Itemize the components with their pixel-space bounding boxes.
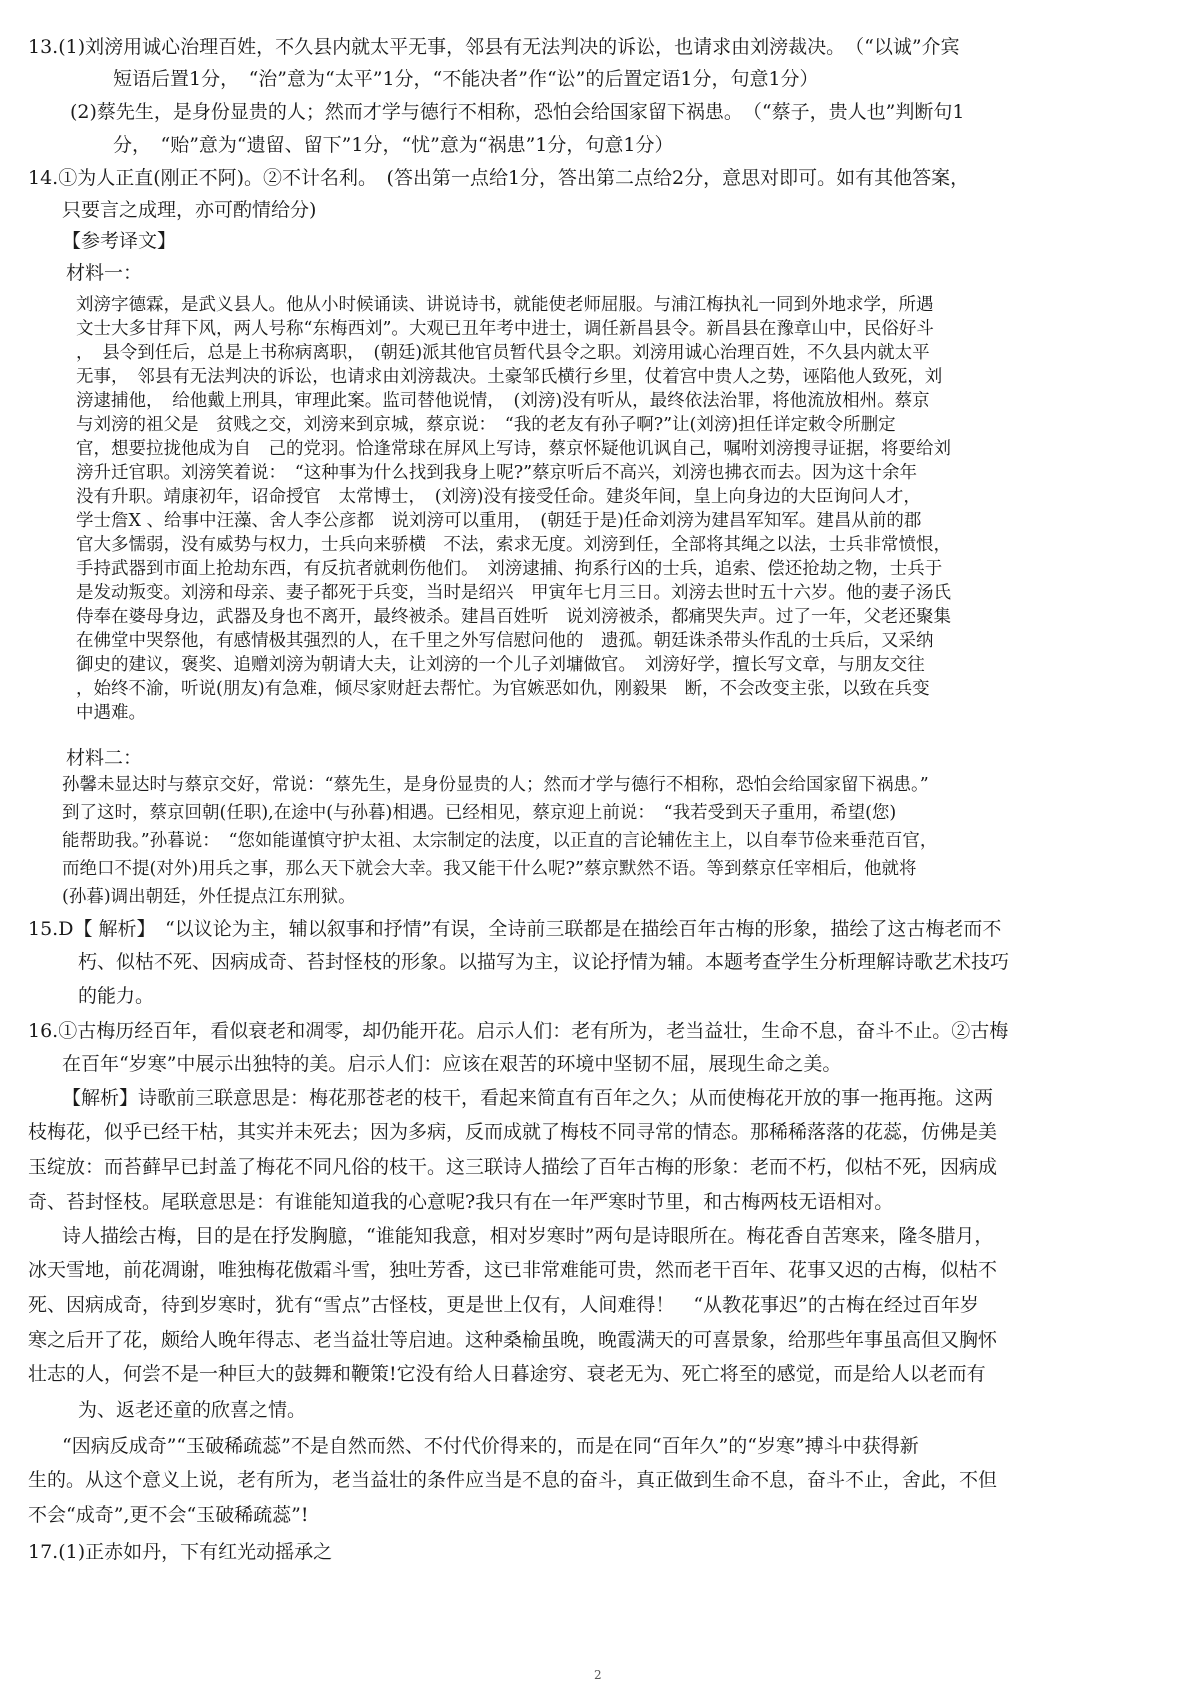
- material-1-line: 与刘滂的祖父是 贫贱之交，刘滂来到京城，蔡京说： “我的老友有孙子啊?”让(刘滂)担任详定敕令所删定: [76, 415, 896, 435]
- q16-analysis-line: 寒之后开了花，颇给人晚年得志、老当益壮等启迪。这种桑榆虽晚，晚霞满天的可喜景象，给那些年事虽高但又胸怀: [28, 1329, 998, 1351]
- material-1-line: 没有升职。靖康初年，诏命授官 太常博士， (刘滂)没有接受任命。建炎年间，皇上向身边的大臣询问人才，: [76, 487, 921, 507]
- material-2-line: 孙馨未显达时与蔡京交好，常说：“蔡先生，是身份显贵的人；然而才学与德行不相称，恐怕会给国家留下祸患。”: [62, 775, 929, 795]
- material-2-line: 到了这时，蔡京回朝(任职),在途中(与孙暮)相遇。已经相见，蔡京迎上前说： “我若受到天子重用，希望(您): [62, 803, 897, 823]
- q16-analysis-line: 奇、苔封怪枝。尾联意思是：有谁能知道我的心意呢?我只有在一年严寒时节里，和古梅两枝无语相对。: [28, 1191, 894, 1213]
- q16-analysis-line: 死、因病成奇，待到岁寒时，犹有“雪点”古怪枝，更是世上仅有，人间难得！ “从教花事迟”的古梅在经过百年岁: [28, 1294, 979, 1316]
- translation-heading: 【参考译文】: [62, 230, 177, 252]
- q16-analysis-line: 【解析】诗歌前三联意思是：梅花那苍老的枝干，看起来简直有百年之久；从而使梅花开放的事一拖再拖。这两: [62, 1087, 994, 1109]
- q15-answer-line-3: 的能力。: [78, 985, 155, 1007]
- q13-answer-1-line-2: 短语后置1分， “治”意为“太平”1分，“不能决者”作“讼”的后置定语1分，句意1分）: [113, 68, 819, 90]
- material-1-line: 在佛堂中哭祭他，有感情极其强烈的人，在千里之外写信慰问他的 遗孤。朝廷诛杀带头作乱的士兵后，又采纳: [76, 631, 934, 651]
- material-1-line: 无事， 邻县有无法判决的诉讼，也请求由刘滂裁决。土豪邹氏横行乡里，仗着宫中贵人之势，诬陷他人致死，刘: [76, 367, 943, 387]
- material-1-line: 文士大多甘拜下风，两人号称“东梅西刘”。大观已丑年考中进士，调任新昌县令。新昌县在豫章山中，民俗好斗: [76, 319, 934, 339]
- q16-answer-line-1: 16.①古梅历经百年，看似衰老和凋零，却仍能开花。启示人们：老有所为，老当益壮，生命不息，奋斗不止。②古梅: [28, 1020, 1009, 1042]
- q16-analysis-line: 冰天雪地，前花凋谢，唯独梅花傲霜斗雪，独吐芳香，这已非常难能可贵，然而老干百年、花事又迟的古梅，似枯不: [28, 1259, 998, 1281]
- q16-analysis-line: 枝梅花，似乎已经干枯，其实并未死去；因为多病，反而成就了梅枝不同寻常的情态。那稀稀落落的花蕊，仿佛是美: [28, 1121, 998, 1143]
- q13-answer-1-line-1: 13.(1)刘滂用诚心治理百姓，不久县内就太平无事，邻县有无法判决的诉讼，也请求由刘滂裁决。 （“以诚”介宾: [28, 36, 960, 58]
- q14-answer-line-1: 14.①为人正直(刚正不阿)。②不计名利。 (答出第一点给1分，答出第二点给2分，意思对即可。如有其他答案，: [28, 167, 970, 189]
- q16-analysis-line: 生的。从这个意义上说，老有所为，老当益壮的条件应当是不息的奋斗，真正做到生命不息，奋斗不止，舍此，不但: [28, 1469, 998, 1491]
- material-1-line: ，始终不渝，听说(朋友)有急难，倾尽家财赶去帮忙。为官嫉恶如仇，刚毅果 断，不会改变主张，以致在兵变: [76, 679, 930, 699]
- material-1-line: 中遇难。: [76, 703, 146, 723]
- q16-analysis-line: 为、返老还童的欣喜之情。: [78, 1399, 307, 1421]
- material-1-line: 学士詹X 、给事中汪藻、舍人李公彦都 说刘滂可以重用， (朝廷于是)任命刘滂为建昌军知军。建昌从前的郡: [76, 511, 922, 531]
- q17-answer-line-1: 17.(1)正赤如丹，下有红光动摇承之: [28, 1541, 333, 1563]
- material-1-line: 刘滂字德霖，是武义县人。他从小时候诵读、讲说诗书，就能使老师屈服。与浦江梅执礼一同到外地求学，所遇: [76, 295, 934, 315]
- material-2-label: 材料二：: [66, 747, 143, 769]
- q15-answer-line-1: 15.D【 解析】 “以议论为主，辅以叙事和抒情”有误，全诗前三联都是在描绘百年古梅的形象，描绘了这古梅老而不: [28, 918, 1002, 940]
- q16-analysis-line: 壮志的人，何尝不是一种巨大的鼓舞和鞭策!它没有给人日暮途穷、衰老无为、死亡将至的感觉，而是给人以老而有: [28, 1363, 986, 1385]
- material-1-line: 滂升迁官职。刘滂笑着说： “这种事为什么找到我身上呢?”蔡京听后不高兴，刘滂也拂衣而去。因为这十余年: [76, 463, 918, 483]
- q13-answer-2-line-1: (2)蔡先生，是身份显贵的人；然而才学与德行不相称，恐怕会给国家留下祸患。 （“蔡子，贵人也”判断句1: [70, 101, 965, 123]
- q15-answer-line-2: 朽、似枯不死、因病成奇、苔封怪枝的形象。以描写为主，议论抒情为辅。本题考查学生分析理解诗歌艺术技巧: [78, 951, 1010, 973]
- q16-analysis-line: 不会“成奇”,更不会“玉破稀疏蕊”!: [28, 1504, 309, 1526]
- material-1-line: 侍奉在婆母身边，武器及身也不离开，最终被杀。建昌百姓听 说刘滂被杀，都痛哭失声。过了一年，父老还聚集: [76, 607, 951, 627]
- material-2-line: 而绝口不提(对外)用兵之事，那么天下就会大幸。我又能干什么呢?”蔡京默然不语。等到蔡京任宰相后，他就将: [62, 859, 917, 879]
- material-1-line: 是发动叛变。刘滂和母亲、妻子都死于兵变，当时是绍兴 甲寅年七月三日。刘滂去世时五十六岁。他的妻子汤氏: [76, 583, 951, 603]
- material-1-line: ， 县令到任后，总是上书称病离职， (朝廷)派其他官员暂代县令之职。刘滂用诚心治理百姓，不久县内就太平: [76, 343, 930, 363]
- material-1-label: 材料一：: [66, 262, 143, 284]
- q16-analysis-line: 玉绽放：而苔藓早已封盖了梅花不同凡俗的枝干。这三联诗人描绘了百年古梅的形象：老而不朽，似枯不死，因病成: [28, 1156, 998, 1178]
- material-1-line: 御史的建议，褒奖、追赠刘滂为朝请大夫，让刘滂的一个儿子刘墉做官。 刘滂好学，擅长写文章，与朋友交往: [76, 655, 925, 675]
- q14-answer-line-2: 只要言之成理，亦可酌情给分): [62, 199, 317, 221]
- material-1-line: 手持武器到市面上抢劫东西，有反抗者就刺伤他们。 刘滂逮捕、拘系行凶的士兵，追索、偿还抢劫之物，士兵于: [76, 559, 943, 579]
- material-1-line: 滂逮捕他， 给他戴上刑具，审理此案。监司替他说情， (刘滂)没有听从，最终依法治罪，将他流放相州。蔡京: [76, 391, 930, 411]
- material-2-line: (孙暮)调出朝廷，外任提点江东刑狱。: [62, 887, 356, 907]
- material-1-line: 官大多懦弱，没有威势与权力，士兵向来骄横 不法，索求无度。刘滂到任，全部将其绳之以法，士兵非常愤恨，: [76, 535, 951, 555]
- q16-analysis-line: “因病反成奇”“玉破稀疏蕊”不是自然而然、不付代价得来的，而是在同“百年久”的“岁寒”搏斗中获得新: [62, 1435, 919, 1457]
- material-1-line: 官，想要拉拢他成为自 己的党羽。恰逢常球在屏风上写诗，蔡京怀疑他讥讽自己，嘱咐刘滂搜寻证据，将要给刘: [76, 439, 951, 459]
- q13-answer-2-line-2: 分， “贻”意为“遗留、留下”1分，“忧”意为“祸患”1分，句意1分）: [113, 134, 674, 156]
- q16-analysis-line: 诗人描绘古梅，目的是在抒发胸臆，“谁能知我意，相对岁寒时”两句是诗眼所在。梅花香自苦寒来，隆冬腊月，: [62, 1225, 994, 1247]
- page-number: 2: [594, 1668, 602, 1682]
- material-2-line: 能帮助我。”孙暮说： “您如能谨慎守护太祖、太宗制定的法度，以正直的言论辅佐主上，以自奉节俭来垂范百官，: [62, 831, 938, 851]
- q16-answer-line-2: 在百年“岁寒”中展示出独特的美。启示人们：应该在艰苦的环境中坚韧不屈，展现生命之美。: [62, 1053, 842, 1075]
